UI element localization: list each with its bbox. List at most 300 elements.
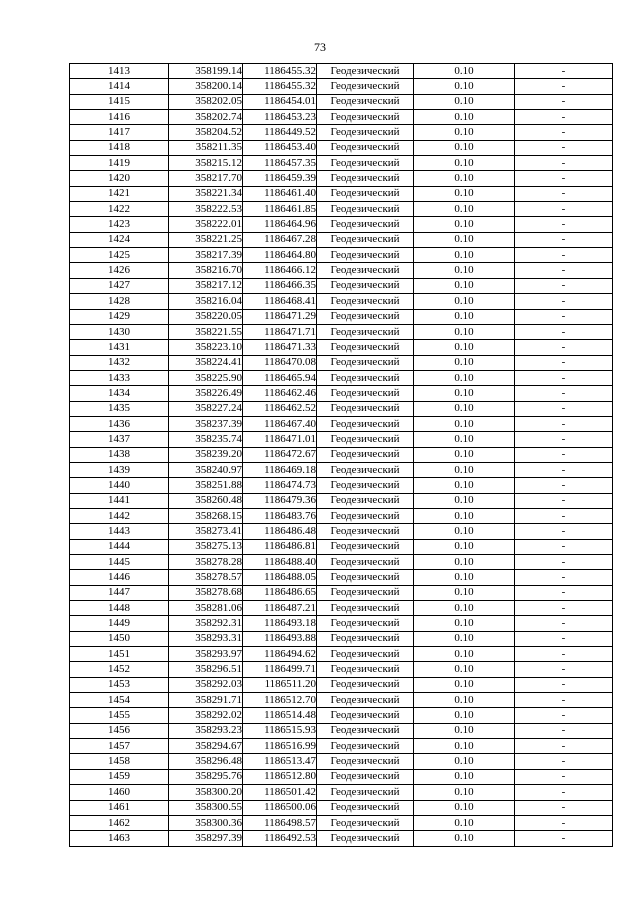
y-coordinate-cell: 1186453.40 bbox=[243, 140, 317, 155]
y-coordinate-cell: 1186488.05 bbox=[243, 570, 317, 585]
point-number-cell: 1449 bbox=[70, 616, 169, 631]
method-cell: Геодезический bbox=[317, 555, 414, 570]
accuracy-cell: 0.10 bbox=[414, 370, 515, 385]
x-coordinate-cell: 358281.06 bbox=[169, 601, 243, 616]
y-coordinate-cell: 1186474.73 bbox=[243, 478, 317, 493]
method-cell: Геодезический bbox=[317, 355, 414, 370]
table-row bbox=[70, 708, 613, 723]
x-coordinate-cell: 358293.23 bbox=[169, 723, 243, 738]
table-row bbox=[70, 248, 613, 263]
point-number-cell: 1425 bbox=[70, 248, 169, 263]
point-number-cell: 1456 bbox=[70, 723, 169, 738]
point-number-cell: 1423 bbox=[70, 217, 169, 232]
point-number-cell: 1432 bbox=[70, 355, 169, 370]
accuracy-cell: 0.10 bbox=[414, 815, 515, 830]
y-coordinate-cell: 1186459.39 bbox=[243, 171, 317, 186]
table-row bbox=[70, 232, 613, 247]
note-cell: - bbox=[515, 831, 613, 846]
method-cell: Геодезический bbox=[317, 677, 414, 692]
accuracy-cell: 0.10 bbox=[414, 171, 515, 186]
accuracy-cell: 0.10 bbox=[414, 769, 515, 784]
method-cell: Геодезический bbox=[317, 539, 414, 554]
note-cell: - bbox=[515, 539, 613, 554]
x-coordinate-cell: 358235.74 bbox=[169, 432, 243, 447]
method-cell: Геодезический bbox=[317, 601, 414, 616]
point-number-cell: 1419 bbox=[70, 156, 169, 171]
method-cell: Геодезический bbox=[317, 508, 414, 523]
point-number-cell: 1417 bbox=[70, 125, 169, 140]
method-cell: Геодезический bbox=[317, 263, 414, 278]
y-coordinate-cell: 1186467.40 bbox=[243, 416, 317, 431]
method-cell: Геодезический bbox=[317, 340, 414, 355]
table-row bbox=[70, 401, 613, 416]
point-number-cell: 1433 bbox=[70, 370, 169, 385]
point-number-cell: 1450 bbox=[70, 631, 169, 646]
x-coordinate-cell: 358202.05 bbox=[169, 94, 243, 109]
method-cell: Геодезический bbox=[317, 232, 414, 247]
method-cell: Геодезический bbox=[317, 324, 414, 339]
table-row bbox=[70, 785, 613, 800]
y-coordinate-cell: 1186455.32 bbox=[243, 64, 317, 79]
x-coordinate-cell: 358237.39 bbox=[169, 416, 243, 431]
method-cell: Геодезический bbox=[317, 785, 414, 800]
method-cell: Геодезический bbox=[317, 631, 414, 646]
method-cell: Геодезический bbox=[317, 570, 414, 585]
x-coordinate-cell: 358292.03 bbox=[169, 677, 243, 692]
point-number-cell: 1451 bbox=[70, 647, 169, 662]
note-cell: - bbox=[515, 677, 613, 692]
note-cell: - bbox=[515, 156, 613, 171]
point-number-cell: 1443 bbox=[70, 524, 169, 539]
point-number-cell: 1416 bbox=[70, 110, 169, 125]
x-coordinate-cell: 358199.14 bbox=[169, 64, 243, 79]
x-coordinate-cell: 358224.41 bbox=[169, 355, 243, 370]
y-coordinate-cell: 1186466.35 bbox=[243, 278, 317, 293]
accuracy-cell: 0.10 bbox=[414, 217, 515, 232]
point-number-cell: 1438 bbox=[70, 447, 169, 462]
note-cell: - bbox=[515, 110, 613, 125]
accuracy-cell: 0.10 bbox=[414, 324, 515, 339]
table-row bbox=[70, 432, 613, 447]
y-coordinate-cell: 1186493.88 bbox=[243, 631, 317, 646]
y-coordinate-cell: 1186487.21 bbox=[243, 601, 317, 616]
point-number-cell: 1444 bbox=[70, 539, 169, 554]
accuracy-cell: 0.10 bbox=[414, 340, 515, 355]
accuracy-cell: 0.10 bbox=[414, 447, 515, 462]
accuracy-cell: 0.10 bbox=[414, 355, 515, 370]
x-coordinate-cell: 358260.48 bbox=[169, 493, 243, 508]
accuracy-cell: 0.10 bbox=[414, 831, 515, 846]
x-coordinate-cell: 358296.48 bbox=[169, 754, 243, 769]
point-number-cell: 1455 bbox=[70, 708, 169, 723]
method-cell: Геодезический bbox=[317, 156, 414, 171]
method-cell: Геодезический bbox=[317, 708, 414, 723]
y-coordinate-cell: 1186455.32 bbox=[243, 79, 317, 94]
method-cell: Геодезический bbox=[317, 186, 414, 201]
y-coordinate-cell: 1186486.81 bbox=[243, 539, 317, 554]
note-cell: - bbox=[515, 370, 613, 385]
method-cell: Геодезический bbox=[317, 524, 414, 539]
point-number-cell: 1452 bbox=[70, 662, 169, 677]
table-row bbox=[70, 601, 613, 616]
y-coordinate-cell: 1186511.20 bbox=[243, 677, 317, 692]
x-coordinate-cell: 358278.28 bbox=[169, 555, 243, 570]
y-coordinate-cell: 1186461.85 bbox=[243, 202, 317, 217]
point-number-cell: 1428 bbox=[70, 294, 169, 309]
y-coordinate-cell: 1186486.48 bbox=[243, 524, 317, 539]
accuracy-cell: 0.10 bbox=[414, 723, 515, 738]
accuracy-cell: 0.10 bbox=[414, 524, 515, 539]
note-cell: - bbox=[515, 386, 613, 401]
point-number-cell: 1457 bbox=[70, 739, 169, 754]
note-cell: - bbox=[515, 662, 613, 677]
point-number-cell: 1458 bbox=[70, 754, 169, 769]
x-coordinate-cell: 358216.04 bbox=[169, 294, 243, 309]
accuracy-cell: 0.10 bbox=[414, 94, 515, 109]
y-coordinate-cell: 1186453.23 bbox=[243, 110, 317, 125]
accuracy-cell: 0.10 bbox=[414, 647, 515, 662]
x-coordinate-cell: 358227.24 bbox=[169, 401, 243, 416]
table-row bbox=[70, 94, 613, 109]
accuracy-cell: 0.10 bbox=[414, 555, 515, 570]
note-cell: - bbox=[515, 140, 613, 155]
y-coordinate-cell: 1186464.96 bbox=[243, 217, 317, 232]
note-cell: - bbox=[515, 647, 613, 662]
x-coordinate-cell: 358293.97 bbox=[169, 647, 243, 662]
point-number-cell: 1442 bbox=[70, 508, 169, 523]
accuracy-cell: 0.10 bbox=[414, 64, 515, 79]
y-coordinate-cell: 1186466.12 bbox=[243, 263, 317, 278]
y-coordinate-cell: 1186472.67 bbox=[243, 447, 317, 462]
method-cell: Геодезический bbox=[317, 769, 414, 784]
x-coordinate-cell: 358300.55 bbox=[169, 800, 243, 815]
note-cell: - bbox=[515, 232, 613, 247]
note-cell: - bbox=[515, 601, 613, 616]
accuracy-cell: 0.10 bbox=[414, 585, 515, 600]
accuracy-cell: 0.10 bbox=[414, 278, 515, 293]
y-coordinate-cell: 1186469.18 bbox=[243, 462, 317, 477]
table-row bbox=[70, 171, 613, 186]
x-coordinate-cell: 358300.36 bbox=[169, 815, 243, 830]
accuracy-cell: 0.10 bbox=[414, 631, 515, 646]
table-row bbox=[70, 631, 613, 646]
method-cell: Геодезический bbox=[317, 723, 414, 738]
note-cell: - bbox=[515, 355, 613, 370]
coordinates-table bbox=[69, 63, 613, 847]
accuracy-cell: 0.10 bbox=[414, 508, 515, 523]
y-coordinate-cell: 1186514.48 bbox=[243, 708, 317, 723]
table-row bbox=[70, 79, 613, 94]
x-coordinate-cell: 358292.31 bbox=[169, 616, 243, 631]
note-cell: - bbox=[515, 94, 613, 109]
accuracy-cell: 0.10 bbox=[414, 739, 515, 754]
accuracy-cell: 0.10 bbox=[414, 263, 515, 278]
x-coordinate-cell: 358226.49 bbox=[169, 386, 243, 401]
point-number-cell: 1459 bbox=[70, 769, 169, 784]
accuracy-cell: 0.10 bbox=[414, 79, 515, 94]
y-coordinate-cell: 1186464.80 bbox=[243, 248, 317, 263]
point-number-cell: 1440 bbox=[70, 478, 169, 493]
x-coordinate-cell: 358216.70 bbox=[169, 263, 243, 278]
point-number-cell: 1460 bbox=[70, 785, 169, 800]
table-row bbox=[70, 585, 613, 600]
point-number-cell: 1422 bbox=[70, 202, 169, 217]
x-coordinate-cell: 358217.70 bbox=[169, 171, 243, 186]
method-cell: Геодезический bbox=[317, 432, 414, 447]
method-cell: Геодезический bbox=[317, 493, 414, 508]
y-coordinate-cell: 1186471.71 bbox=[243, 324, 317, 339]
table-row bbox=[70, 647, 613, 662]
method-cell: Геодезический bbox=[317, 800, 414, 815]
x-coordinate-cell: 358273.41 bbox=[169, 524, 243, 539]
x-coordinate-cell: 358221.25 bbox=[169, 232, 243, 247]
x-coordinate-cell: 358225.90 bbox=[169, 370, 243, 385]
y-coordinate-cell: 1186471.29 bbox=[243, 309, 317, 324]
note-cell: - bbox=[515, 754, 613, 769]
point-number-cell: 1415 bbox=[70, 94, 169, 109]
point-number-cell: 1424 bbox=[70, 232, 169, 247]
point-number-cell: 1437 bbox=[70, 432, 169, 447]
accuracy-cell: 0.10 bbox=[414, 478, 515, 493]
x-coordinate-cell: 358278.57 bbox=[169, 570, 243, 585]
table-row bbox=[70, 662, 613, 677]
table-row bbox=[70, 202, 613, 217]
point-number-cell: 1454 bbox=[70, 693, 169, 708]
note-cell: - bbox=[515, 462, 613, 477]
note-cell: - bbox=[515, 324, 613, 339]
note-cell: - bbox=[515, 769, 613, 784]
accuracy-cell: 0.10 bbox=[414, 785, 515, 800]
point-number-cell: 1461 bbox=[70, 800, 169, 815]
accuracy-cell: 0.10 bbox=[414, 248, 515, 263]
table-row bbox=[70, 416, 613, 431]
y-coordinate-cell: 1186454.01 bbox=[243, 94, 317, 109]
x-coordinate-cell: 358204.52 bbox=[169, 125, 243, 140]
x-coordinate-cell: 358221.55 bbox=[169, 324, 243, 339]
x-coordinate-cell: 358291.71 bbox=[169, 693, 243, 708]
note-cell: - bbox=[515, 585, 613, 600]
x-coordinate-cell: 358221.34 bbox=[169, 186, 243, 201]
method-cell: Геодезический bbox=[317, 739, 414, 754]
y-coordinate-cell: 1186501.42 bbox=[243, 785, 317, 800]
method-cell: Геодезический bbox=[317, 647, 414, 662]
method-cell: Геодезический bbox=[317, 278, 414, 293]
point-number-cell: 1447 bbox=[70, 585, 169, 600]
table-row bbox=[70, 156, 613, 171]
table-row bbox=[70, 294, 613, 309]
x-coordinate-cell: 358202.74 bbox=[169, 110, 243, 125]
point-number-cell: 1426 bbox=[70, 263, 169, 278]
accuracy-cell: 0.10 bbox=[414, 800, 515, 815]
point-number-cell: 1445 bbox=[70, 555, 169, 570]
x-coordinate-cell: 358220.05 bbox=[169, 309, 243, 324]
point-number-cell: 1441 bbox=[70, 493, 169, 508]
table-row bbox=[70, 447, 613, 462]
table-row bbox=[70, 340, 613, 355]
method-cell: Геодезический bbox=[317, 140, 414, 155]
table-row bbox=[70, 769, 613, 784]
accuracy-cell: 0.10 bbox=[414, 125, 515, 140]
y-coordinate-cell: 1186465.94 bbox=[243, 370, 317, 385]
table-row bbox=[70, 815, 613, 830]
method-cell: Геодезический bbox=[317, 831, 414, 846]
point-number-cell: 1414 bbox=[70, 79, 169, 94]
note-cell: - bbox=[515, 64, 613, 79]
y-coordinate-cell: 1186498.57 bbox=[243, 815, 317, 830]
note-cell: - bbox=[515, 171, 613, 186]
accuracy-cell: 0.10 bbox=[414, 601, 515, 616]
x-coordinate-cell: 358292.02 bbox=[169, 708, 243, 723]
method-cell: Геодезический bbox=[317, 662, 414, 677]
point-number-cell: 1436 bbox=[70, 416, 169, 431]
x-coordinate-cell: 358222.01 bbox=[169, 217, 243, 232]
table-row bbox=[70, 693, 613, 708]
method-cell: Геодезический bbox=[317, 585, 414, 600]
x-coordinate-cell: 358223.10 bbox=[169, 340, 243, 355]
note-cell: - bbox=[515, 263, 613, 278]
point-number-cell: 1453 bbox=[70, 677, 169, 692]
note-cell: - bbox=[515, 447, 613, 462]
accuracy-cell: 0.10 bbox=[414, 662, 515, 677]
accuracy-cell: 0.10 bbox=[414, 462, 515, 477]
point-number-cell: 1420 bbox=[70, 171, 169, 186]
point-number-cell: 1439 bbox=[70, 462, 169, 477]
table-row bbox=[70, 324, 613, 339]
table-row bbox=[70, 217, 613, 232]
x-coordinate-cell: 358217.12 bbox=[169, 278, 243, 293]
note-cell: - bbox=[515, 79, 613, 94]
table-row bbox=[70, 462, 613, 477]
note-cell: - bbox=[515, 708, 613, 723]
method-cell: Геодезический bbox=[317, 309, 414, 324]
method-cell: Геодезический bbox=[317, 370, 414, 385]
x-coordinate-cell: 358200.14 bbox=[169, 79, 243, 94]
method-cell: Геодезический bbox=[317, 217, 414, 232]
note-cell: - bbox=[515, 570, 613, 585]
method-cell: Геодезический bbox=[317, 754, 414, 769]
x-coordinate-cell: 358222.53 bbox=[169, 202, 243, 217]
table-row bbox=[70, 263, 613, 278]
y-coordinate-cell: 1186457.35 bbox=[243, 156, 317, 171]
table-row bbox=[70, 140, 613, 155]
y-coordinate-cell: 1186488.40 bbox=[243, 555, 317, 570]
table-row bbox=[70, 386, 613, 401]
table-row bbox=[70, 309, 613, 324]
y-coordinate-cell: 1186512.70 bbox=[243, 693, 317, 708]
note-cell: - bbox=[515, 508, 613, 523]
x-coordinate-cell: 358240.97 bbox=[169, 462, 243, 477]
x-coordinate-cell: 358215.12 bbox=[169, 156, 243, 171]
accuracy-cell: 0.10 bbox=[414, 539, 515, 554]
y-coordinate-cell: 1186513.47 bbox=[243, 754, 317, 769]
table-row bbox=[70, 800, 613, 815]
table-row bbox=[70, 478, 613, 493]
y-coordinate-cell: 1186471.01 bbox=[243, 432, 317, 447]
method-cell: Геодезический bbox=[317, 447, 414, 462]
x-coordinate-cell: 358294.67 bbox=[169, 739, 243, 754]
y-coordinate-cell: 1186492.53 bbox=[243, 831, 317, 846]
y-coordinate-cell: 1186471.33 bbox=[243, 340, 317, 355]
point-number-cell: 1448 bbox=[70, 601, 169, 616]
accuracy-cell: 0.10 bbox=[414, 677, 515, 692]
x-coordinate-cell: 358293.31 bbox=[169, 631, 243, 646]
x-coordinate-cell: 358295.76 bbox=[169, 769, 243, 784]
accuracy-cell: 0.10 bbox=[414, 202, 515, 217]
note-cell: - bbox=[515, 723, 613, 738]
y-coordinate-cell: 1186479.36 bbox=[243, 493, 317, 508]
table-row bbox=[70, 677, 613, 692]
note-cell: - bbox=[515, 432, 613, 447]
point-number-cell: 1421 bbox=[70, 186, 169, 201]
accuracy-cell: 0.10 bbox=[414, 232, 515, 247]
table-row bbox=[70, 754, 613, 769]
note-cell: - bbox=[515, 340, 613, 355]
point-number-cell: 1418 bbox=[70, 140, 169, 155]
method-cell: Геодезический bbox=[317, 79, 414, 94]
method-cell: Геодезический bbox=[317, 462, 414, 477]
x-coordinate-cell: 358296.51 bbox=[169, 662, 243, 677]
note-cell: - bbox=[515, 309, 613, 324]
accuracy-cell: 0.10 bbox=[414, 401, 515, 416]
method-cell: Геодезический bbox=[317, 171, 414, 186]
y-coordinate-cell: 1186499.71 bbox=[243, 662, 317, 677]
method-cell: Геодезический bbox=[317, 64, 414, 79]
table-row bbox=[70, 831, 613, 846]
point-number-cell: 1462 bbox=[70, 815, 169, 830]
method-cell: Геодезический bbox=[317, 815, 414, 830]
table-row bbox=[70, 370, 613, 385]
note-cell: - bbox=[515, 248, 613, 263]
table-row bbox=[70, 508, 613, 523]
note-cell: - bbox=[515, 493, 613, 508]
y-coordinate-cell: 1186462.52 bbox=[243, 401, 317, 416]
method-cell: Геодезический bbox=[317, 416, 414, 431]
accuracy-cell: 0.10 bbox=[414, 416, 515, 431]
accuracy-cell: 0.10 bbox=[414, 309, 515, 324]
note-cell: - bbox=[515, 616, 613, 631]
accuracy-cell: 0.10 bbox=[414, 186, 515, 201]
x-coordinate-cell: 358217.39 bbox=[169, 248, 243, 263]
y-coordinate-cell: 1186462.46 bbox=[243, 386, 317, 401]
point-number-cell: 1434 bbox=[70, 386, 169, 401]
method-cell: Геодезический bbox=[317, 386, 414, 401]
page-number: 73 bbox=[314, 40, 326, 54]
accuracy-cell: 0.10 bbox=[414, 140, 515, 155]
y-coordinate-cell: 1186512.80 bbox=[243, 769, 317, 784]
method-cell: Геодезический bbox=[317, 248, 414, 263]
accuracy-cell: 0.10 bbox=[414, 110, 515, 125]
point-number-cell: 1427 bbox=[70, 278, 169, 293]
accuracy-cell: 0.10 bbox=[414, 693, 515, 708]
method-cell: Геодезический bbox=[317, 616, 414, 631]
y-coordinate-cell: 1186515.93 bbox=[243, 723, 317, 738]
note-cell: - bbox=[515, 202, 613, 217]
note-cell: - bbox=[515, 815, 613, 830]
note-cell: - bbox=[515, 416, 613, 431]
y-coordinate-cell: 1186461.40 bbox=[243, 186, 317, 201]
table-row bbox=[70, 739, 613, 754]
note-cell: - bbox=[515, 555, 613, 570]
y-coordinate-cell: 1186500.06 bbox=[243, 800, 317, 815]
note-cell: - bbox=[515, 631, 613, 646]
x-coordinate-cell: 358251.88 bbox=[169, 478, 243, 493]
accuracy-cell: 0.10 bbox=[414, 708, 515, 723]
table-row bbox=[70, 539, 613, 554]
y-coordinate-cell: 1186468.41 bbox=[243, 294, 317, 309]
y-coordinate-cell: 1186516.99 bbox=[243, 739, 317, 754]
method-cell: Геодезический bbox=[317, 94, 414, 109]
table-row bbox=[70, 555, 613, 570]
